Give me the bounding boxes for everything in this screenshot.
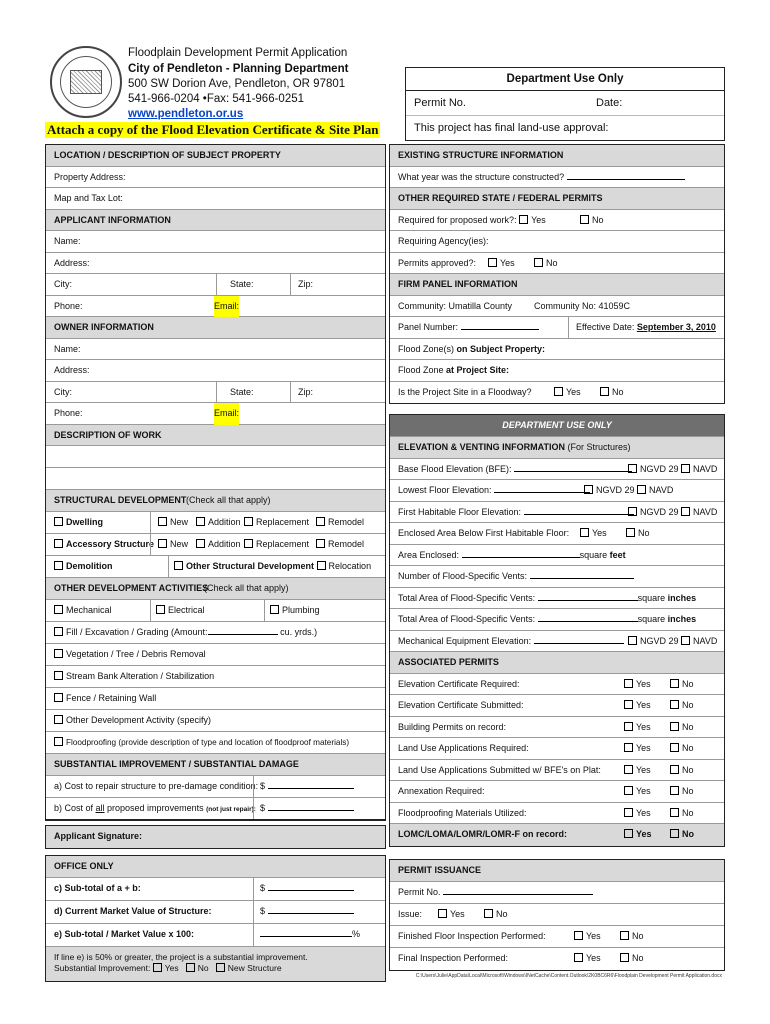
first-habitable-row[interactable] [390, 502, 724, 524]
subtotal-label: c) Sub-total of a + b: [54, 883, 141, 893]
no-label: No [682, 786, 694, 796]
no-label: No [682, 721, 694, 732]
panel-label: Panel Number: [398, 322, 459, 332]
owner-name-field[interactable]: Name: [46, 339, 385, 361]
no-label: No [682, 829, 694, 839]
no-label: No [682, 678, 694, 689]
checkbox-icon[interactable] [196, 539, 205, 548]
checkbox-icon[interactable] [681, 636, 690, 645]
checkbox-icon[interactable] [156, 605, 165, 614]
applicant-address-field[interactable]: Address: [46, 253, 385, 275]
other-activity-row[interactable] [46, 710, 385, 732]
state-label: State: [230, 386, 254, 397]
checkbox-icon[interactable] [624, 722, 633, 731]
checkbox-icon[interactable] [534, 258, 543, 267]
fill-label: Fill / Excavation / Grading (Amount: [66, 627, 208, 637]
city-seal [50, 46, 122, 118]
checkbox-icon[interactable] [196, 517, 205, 526]
permit-no-label: Permit No. [414, 97, 466, 109]
check-all-note: (Check all that apply) [186, 495, 271, 505]
feet-label: feet [609, 549, 626, 560]
zip-label: Zip: [298, 386, 314, 397]
structural-section-header [46, 490, 385, 512]
yes-label: Yes [566, 386, 581, 397]
approved-label: Permits approved?: [398, 257, 477, 268]
navd-label: NAVD [693, 463, 718, 474]
lua-required-row[interactable] [390, 738, 724, 760]
checkbox-icon[interactable] [628, 464, 637, 473]
vegetation-label: Vegetation / Tree / Debris Removal [66, 649, 206, 659]
no-label: No [682, 700, 694, 710]
checkbox-icon[interactable] [624, 679, 633, 688]
owner-address-field[interactable]: Address: [46, 360, 385, 382]
accessory-label: Accessory Structure [66, 539, 155, 549]
relocation-label: Relocation [328, 561, 372, 571]
map-tax-lot-field[interactable]: Map and Tax Lot: [46, 188, 385, 210]
email-label: Email: [214, 296, 239, 318]
checkbox-icon[interactable] [574, 931, 583, 940]
approved-row[interactable] [390, 253, 724, 275]
elevation-subtitle: (For Structures) [567, 442, 631, 452]
checkbox-icon[interactable] [54, 649, 63, 658]
lowest-floor-row[interactable] [390, 480, 724, 502]
dollar-sign: $ [260, 781, 266, 791]
checkbox-icon[interactable] [600, 387, 609, 396]
fill-row[interactable] [46, 622, 385, 644]
checkbox-icon[interactable] [670, 808, 679, 817]
bfe-row[interactable] [390, 459, 724, 481]
other-structural-label: Other Structural Development [186, 561, 315, 571]
panel-number-row[interactable] [390, 317, 724, 339]
state-label: State: [230, 279, 254, 289]
final-inspection-row[interactable] [390, 948, 724, 970]
final-inspection-label: Final Inspection Performed: [398, 953, 509, 963]
department-name: City of Pendleton - Planning Department [128, 63, 349, 75]
checkbox-icon[interactable] [681, 507, 690, 516]
checkbox-icon[interactable] [624, 700, 633, 709]
lua-submitted-row[interactable] [390, 760, 724, 782]
checkbox-icon[interactable] [584, 485, 593, 494]
fence-row[interactable] [46, 688, 385, 710]
applicant-signature-field[interactable]: Applicant Signature: [46, 826, 385, 848]
no-label: No [638, 528, 650, 538]
no-label: No [632, 953, 644, 963]
floodproofing-label: Floodproofing (provide description of type and location of floodproof materials) [66, 738, 350, 747]
no-label: No [592, 214, 604, 225]
electrical-label: Electrical [168, 605, 205, 615]
mechanical-elev-label: Mechanical Equipment Elevation: [398, 635, 532, 646]
file-path-footer: C:\Users\Julie\AppData\Local\Microsoft\Windows\INetCache\Content.Outlook\2K0BC6R6\Floodplain Development Permit Application.docx [415, 973, 722, 979]
phone-label: Phone: [54, 300, 83, 311]
new-structure-label: New Structure [227, 963, 282, 973]
subtotal-market-row[interactable] [46, 924, 385, 947]
checkbox-icon[interactable] [158, 539, 167, 548]
yes-label: Yes [636, 807, 651, 818]
addition-label: Addition [208, 539, 241, 549]
zone-subject-row[interactable] [390, 339, 724, 361]
floodproofing-materials-row[interactable] [390, 803, 724, 825]
checkbox-icon[interactable] [216, 963, 225, 972]
replacement-label: Replacement [256, 517, 310, 527]
applicant-city-row[interactable] [46, 274, 385, 296]
checkbox-icon[interactable] [628, 507, 637, 516]
replacement-label: Replacement [256, 539, 310, 549]
fp-materials-label: Floodproofing Materials Utilized: [398, 807, 527, 818]
num-vents-label: Number of Flood-Specific Vents: [398, 571, 528, 581]
dwelling-label: Dwelling [66, 517, 104, 527]
total-vents-label: Total Area of Flood-Specific Vents: [398, 614, 536, 624]
checkbox-icon[interactable] [316, 539, 325, 548]
description-line-1[interactable] [46, 446, 385, 468]
ngvd-label: NGVD 29 [596, 485, 635, 495]
mechanical-elev-row[interactable] [390, 631, 724, 653]
attach-notice: Attach a copy of the Flood Elevation Certificate & Site Plan [47, 122, 379, 137]
lomc-row[interactable] [390, 824, 724, 846]
yes-label: Yes [592, 528, 607, 538]
location-section-header: LOCATION / DESCRIPTION OF SUBJECT PROPERTY [46, 145, 385, 167]
owner-section-header: OWNER INFORMATION [46, 317, 385, 339]
no-label: No [496, 909, 508, 919]
annexation-label: Annexation Required: [398, 786, 485, 796]
issue-label: Issue: [398, 909, 423, 919]
department-use-title: Department Use Only [406, 68, 724, 91]
date-label: Date: [596, 97, 623, 109]
checkbox-icon[interactable] [317, 561, 326, 570]
lua-submitted-label: Land Use Applications Submitted w/ BFE's on Plat: [398, 764, 601, 775]
floodproofing-row[interactable] [46, 732, 385, 754]
cost-all-prefix: b) Cost of [54, 803, 96, 813]
checkbox-icon[interactable] [54, 627, 63, 636]
remodel-label: Remodel [328, 517, 365, 527]
vegetation-row[interactable] [46, 644, 385, 666]
dept-use-only-header: DEPARTMENT USE ONLY [390, 415, 724, 437]
checkbox-icon[interactable] [580, 215, 589, 224]
yes-label: Yes [450, 909, 465, 919]
checkbox-icon[interactable] [624, 808, 633, 817]
checkbox-icon[interactable] [54, 561, 63, 570]
subst-improvement-label: Substantial Improvement: [54, 963, 151, 973]
required-label: Required for proposed work?: [398, 214, 517, 225]
navd-label: NAVD [649, 485, 674, 495]
zone-subject-label: on Subject Property: [456, 343, 546, 354]
not-repair-note: (not just repair): [206, 806, 256, 813]
other-activity-label: Other Development Activity (specify) [66, 715, 212, 725]
existing-section-header: EXISTING STRUCTURE INFORMATION [390, 145, 724, 167]
associated-section-header: ASSOCIATED PERMITS [390, 652, 724, 674]
cu-yds-label: cu. yrds.) [280, 627, 318, 637]
checkbox-icon[interactable] [153, 963, 162, 972]
checkbox-icon[interactable] [54, 715, 63, 724]
elevation-section-header [390, 437, 724, 459]
cost-all-suffix: proposed improvements [104, 803, 207, 813]
yes-label: Yes [636, 764, 651, 775]
permit-no-label: Permit No. [398, 887, 441, 897]
annexation-row[interactable] [390, 781, 724, 803]
checkbox-icon[interactable] [624, 743, 633, 752]
dollar-sign: $ [260, 883, 266, 893]
substantial-section-header: SUBSTANTIAL IMPROVEMENT / SUBSTANTIAL DAMAGE [46, 754, 385, 776]
checkbox-icon[interactable] [270, 605, 279, 614]
yes-label: Yes [586, 931, 601, 941]
zone-label: Flood Zone [398, 365, 447, 375]
remodel-label: Remodel [328, 539, 365, 549]
demolition-row[interactable] [46, 556, 385, 578]
subtotal-market-label: e) Sub-total / Market Value x 100: [54, 929, 195, 939]
owner-city-row[interactable] [46, 382, 385, 404]
checkbox-icon[interactable] [624, 786, 633, 795]
zone-site-label: at Project Site: [446, 365, 510, 375]
yes-label: Yes [500, 257, 515, 268]
dwelling-row[interactable] [46, 512, 385, 534]
checkbox-icon[interactable] [670, 743, 679, 752]
issuance-permit-no-row[interactable] [390, 882, 724, 904]
checkbox-icon[interactable] [670, 786, 679, 795]
total-vents-row-1[interactable] [390, 588, 724, 610]
yes-label: Yes [636, 721, 651, 732]
permit-issuance-panel [389, 859, 725, 971]
finished-floor-label: Finished Floor Inspection Performed: [398, 931, 546, 941]
structural-title: STRUCTURAL DEVELOPMENT [54, 495, 187, 505]
checkbox-icon[interactable] [244, 539, 253, 548]
checkbox-icon[interactable] [626, 528, 635, 537]
year-constructed-row[interactable] [390, 167, 724, 189]
cost-all-row[interactable] [46, 798, 385, 820]
inches-label: inches [667, 592, 697, 603]
office-only-panel [45, 855, 386, 982]
description-line-2[interactable] [46, 468, 385, 490]
dollar-sign: $ [260, 803, 266, 813]
zone-label: Flood Zone(s) [398, 343, 457, 354]
applicant-phone-row[interactable] [46, 296, 385, 318]
ngvd-label: NGVD 29 [640, 635, 679, 646]
permits-section-header: OTHER REQUIRED STATE / FEDERAL PERMITS [390, 188, 724, 210]
other-dev-title: OTHER DEVELOPMENT ACTIVITIES [54, 583, 209, 593]
yes-label: Yes [636, 786, 651, 796]
checkbox-icon[interactable] [624, 765, 633, 774]
applicant-name-field[interactable]: Name: [46, 231, 385, 253]
streambank-row[interactable] [46, 666, 385, 688]
checkbox-icon[interactable] [670, 722, 679, 731]
community-row [390, 296, 724, 318]
department-use-box [405, 67, 725, 141]
substantial-note [46, 947, 385, 981]
floodway-label: Is the Project Site in a Floodway? [398, 386, 532, 397]
ec-submitted-label: Elevation Certificate Submitted: [398, 700, 524, 710]
checkbox-icon[interactable] [484, 909, 493, 918]
new-label: New [170, 517, 189, 527]
navd-label: NAVD [693, 506, 718, 517]
right-panel-top [389, 144, 725, 404]
cost-all-underlined: all [95, 803, 105, 813]
issuance-section-header: PERMIT ISSUANCE [390, 860, 724, 882]
no-label: No [612, 386, 624, 397]
floodway-row[interactable] [390, 382, 724, 404]
building-permits-row[interactable] [390, 717, 724, 739]
checkbox-icon[interactable] [670, 700, 679, 709]
checkbox-icon[interactable] [580, 528, 589, 537]
checkbox-icon[interactable] [637, 485, 646, 494]
checkbox-icon[interactable] [54, 605, 63, 614]
checkbox-icon[interactable] [670, 679, 679, 688]
streambank-label: Stream Bank Alteration / Stabilization [66, 671, 215, 681]
right-panel-dept [389, 414, 725, 847]
owner-phone-row[interactable] [46, 403, 385, 425]
checkbox-icon[interactable] [158, 517, 167, 526]
enclosed-label: Enclosed Area Below First Habitable Floor: [398, 528, 570, 538]
left-panel [45, 144, 386, 821]
department-phone: 541-966-0204 •Fax: 541-966-0251 [128, 93, 305, 105]
yes-label: Yes [586, 953, 601, 963]
mechanical-label: Mechanical [66, 605, 112, 615]
checkbox-icon[interactable] [54, 517, 63, 526]
checkbox-icon[interactable] [681, 464, 690, 473]
cost-repair-row[interactable] [46, 776, 385, 798]
checkbox-icon[interactable] [670, 765, 679, 774]
no-label: No [546, 257, 558, 268]
subtotal-row[interactable] [46, 878, 385, 901]
checkbox-icon[interactable] [670, 829, 679, 838]
checkbox-icon[interactable] [174, 561, 183, 570]
enclosed-row[interactable] [390, 523, 724, 545]
no-label: No [197, 963, 209, 973]
description-section-header: DESCRIPTION OF WORK [46, 425, 385, 447]
checkbox-icon[interactable] [438, 909, 447, 918]
checkbox-icon[interactable] [574, 953, 583, 962]
checkbox-icon[interactable] [244, 517, 253, 526]
inches-label: inches [667, 614, 697, 624]
applicant-section-header: APPLICANT INFORMATION [46, 210, 385, 232]
community-no-label: Community No: 41059C [534, 300, 631, 311]
lomc-label: LOMC/LOMA/LOMR/LOMR-F on record: [398, 829, 567, 839]
plumbing-label: Plumbing [282, 605, 320, 615]
checkbox-icon[interactable] [620, 953, 629, 962]
agency-row[interactable]: Requiring Agency(ies): [390, 231, 724, 253]
yes-label: Yes [636, 700, 651, 710]
checkbox-icon[interactable] [628, 636, 637, 645]
first-hab-label: First Habitable Floor Elevation: [398, 506, 522, 517]
yes-label: Yes [636, 829, 652, 839]
area-enclosed-row[interactable] [390, 545, 724, 567]
form-title: Floodplain Development Permit Application [128, 47, 348, 59]
area-enclosed-label: Area Enclosed: [398, 549, 460, 560]
total-vents-label: Total Area of Flood-Specific Vents: [398, 592, 536, 603]
no-label: No [632, 931, 644, 941]
checkbox-icon[interactable] [519, 215, 528, 224]
other-dev-section-header [46, 578, 385, 600]
elevation-title: ELEVATION & VENTING INFORMATION [398, 442, 565, 452]
city-label: City: [54, 386, 72, 397]
no-label: No [682, 764, 694, 775]
property-address-field[interactable]: Property Address: [46, 167, 385, 189]
market-value-row[interactable] [46, 901, 385, 924]
checkbox-icon[interactable] [554, 387, 563, 396]
community-label: Community: Umatilla County [398, 300, 513, 311]
checkbox-icon[interactable] [54, 539, 63, 548]
department-address: 500 SW Dorion Ave, Pendleton, OR 97801 [128, 78, 346, 90]
demolition-label: Demolition [66, 561, 113, 571]
market-value-label: d) Current Market Value of Structure: [54, 906, 212, 916]
required-row[interactable] [390, 210, 724, 232]
note-line-1: If line e) is 50% or greater, the project is a substantial improvement. [54, 952, 308, 962]
effective-date-value: September 3, 2010 [636, 322, 716, 332]
new-label: New [170, 539, 189, 549]
effective-label: Effective Date: [576, 322, 637, 332]
no-label: No [682, 807, 694, 818]
no-label: No [682, 743, 694, 753]
lowest-label: Lowest Floor Elevation: [398, 485, 492, 495]
ngvd-label: NGVD 29 [640, 463, 679, 474]
ngvd-label: NGVD 29 [640, 506, 679, 517]
website-link[interactable]: www.pendleton.or.us [128, 108, 244, 120]
year-label: What year was the structure constructed? [398, 171, 565, 182]
accessory-row[interactable] [46, 534, 385, 556]
phone-label: Phone: [54, 408, 83, 418]
issue-row[interactable] [390, 904, 724, 926]
checkbox-icon[interactable] [54, 737, 63, 746]
checkbox-icon[interactable] [54, 693, 63, 702]
square-label: square [637, 614, 668, 624]
cost-repair-label: a) Cost to repair structure to pre-damage condition: [54, 781, 259, 791]
zip-label: Zip: [298, 279, 314, 289]
dollar-sign: $ [260, 906, 266, 916]
lua-required-label: Land Use Applications Required: [398, 743, 529, 753]
note-line-2 [54, 963, 377, 974]
checkbox-icon[interactable] [186, 963, 195, 972]
checkbox-icon[interactable] [488, 258, 497, 267]
yes-label: Yes [531, 214, 546, 225]
email-label: Email: [214, 403, 239, 425]
addition-label: Addition [208, 517, 241, 527]
mechanical-row[interactable] [46, 600, 385, 622]
yes-label: Yes [636, 678, 651, 689]
num-vents-row[interactable] [390, 566, 724, 588]
square-label: square [579, 549, 610, 560]
ec-required-label: Elevation Certificate Required: [398, 678, 520, 689]
zone-site-row[interactable] [390, 360, 724, 382]
yes-label: Yes [164, 963, 179, 973]
building-permits-label: Building Permits on record: [398, 721, 507, 732]
fence-label: Fence / Retaining Wall [66, 693, 157, 703]
yes-label: Yes [636, 743, 651, 753]
checkbox-icon[interactable] [316, 517, 325, 526]
approval-label: This project has final land-use approval: [414, 122, 609, 134]
check-all-note: (Check all that apply) [204, 583, 289, 593]
checkbox-icon[interactable] [624, 829, 633, 838]
checkbox-icon[interactable] [54, 671, 63, 680]
percent-sign: % [352, 929, 361, 939]
square-label: square [637, 592, 668, 603]
total-vents-row-2[interactable] [390, 609, 724, 631]
office-only-header: OFFICE ONLY [46, 856, 385, 878]
bfe-label: Base Flood Elevation (BFE): [398, 463, 512, 474]
firm-section-header: FIRM PANEL INFORMATION [390, 274, 724, 296]
signature-box [45, 825, 386, 849]
checkbox-icon[interactable] [620, 931, 629, 940]
ec-submitted-row[interactable] [390, 695, 724, 717]
city-label: City: [54, 279, 72, 289]
finished-floor-row[interactable] [390, 926, 724, 948]
ec-required-row[interactable] [390, 674, 724, 696]
navd-label: NAVD [693, 635, 718, 646]
